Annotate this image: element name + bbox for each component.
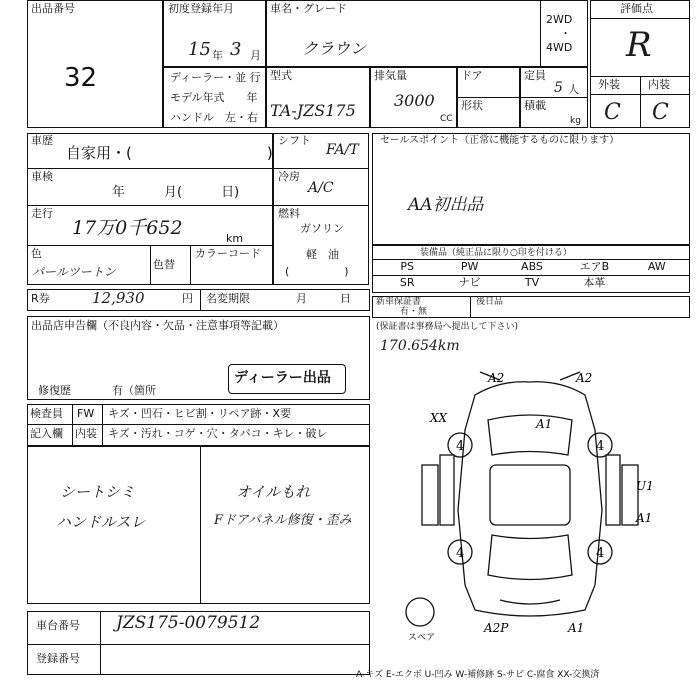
equip-row1-4: AW	[647, 260, 666, 273]
mileage-value: 17万0千652	[72, 217, 183, 239]
equip-row1-1: PW	[460, 260, 479, 273]
cooling-value: A/C	[308, 180, 334, 196]
cooling-label: 冷房	[278, 170, 300, 183]
note-left1: シートシミ	[60, 483, 136, 501]
lot-number: 32	[64, 63, 98, 93]
model-value: TA-JZS175	[270, 101, 356, 120]
warranty-value: 有・無	[400, 307, 428, 317]
note-right2: Fドアパネル修復・歪み	[214, 513, 352, 528]
name-change-label: 名変期限	[206, 292, 250, 305]
inspection-label: 車検	[31, 170, 53, 183]
fuel-diesel: 軽 油	[306, 248, 339, 261]
first-reg-month-unit: 月	[250, 49, 261, 62]
engine-unit: CC	[440, 114, 453, 124]
car-name-value: クラウン	[302, 39, 367, 58]
history-value: 自家用・( )	[66, 144, 273, 162]
first-reg-label: 初度登録年月	[168, 2, 234, 15]
equip-row2-0: SR	[399, 276, 415, 289]
recycle-label: R券	[31, 292, 50, 305]
equip-row2-3: 本革	[583, 276, 606, 289]
sales-value: AA初出品	[408, 195, 484, 215]
engine-label: 排気量	[374, 69, 407, 82]
drive-4wd: 4WD	[546, 41, 573, 54]
recycle-value: 12,930	[92, 289, 145, 307]
fuel-label: 燃料	[278, 207, 300, 220]
car-name-label: 車名・グレード	[270, 2, 347, 15]
fuel-paren: ( )	[285, 265, 349, 278]
repair-value: 有（箇所	[112, 384, 156, 397]
diag-xx: XX	[430, 411, 448, 425]
repair-label: 修復歴	[38, 384, 71, 397]
diag-a1-right: A1	[636, 511, 653, 525]
diag-a1-top: A1	[536, 417, 553, 431]
lot-label: 出品番号	[31, 2, 75, 15]
equip-row1-2: ABS	[521, 260, 543, 273]
door-label: ドア	[461, 69, 483, 82]
legend: A-キズ E-エクボ U-凹み W-補修跡 S-サビ C-腐食 XX-交換済	[356, 670, 600, 680]
diag-a2p: A2P	[484, 621, 509, 635]
checker-label2: 記入欄	[30, 427, 63, 440]
checker-label1: 検査員	[30, 407, 63, 420]
capacity-label: 定員	[524, 69, 546, 82]
score-ext: C	[604, 100, 621, 125]
distance-note: 170.654km	[380, 338, 460, 354]
recycle-unit: 円	[182, 292, 193, 305]
fuel-gas: ガソリン	[300, 222, 344, 235]
name-change-value: 月 日	[296, 292, 351, 305]
chassis-label: 車台番号	[36, 619, 80, 632]
color-label: 色	[31, 247, 42, 260]
note-left2: ハンドルスレ	[56, 513, 146, 531]
color-value: パールツートン	[32, 265, 116, 279]
diag-a2-right: A2	[576, 371, 593, 385]
equip-row1-0: PS	[400, 260, 414, 273]
dealer-line2: モデル年式 年	[170, 91, 258, 104]
mileage-label: 走行	[31, 207, 53, 220]
score-label: 評価点	[620, 2, 653, 15]
diag-u1: U1	[636, 479, 654, 493]
dealer-stamp-text: ディーラー出品	[234, 370, 331, 386]
shape-label: 形状	[461, 99, 483, 112]
shift-value: FA/T	[326, 142, 359, 158]
dealer-line3: ハンドル 左・右	[170, 111, 258, 124]
capacity-value: 5	[554, 80, 563, 96]
equip-row2-2: TV	[524, 276, 540, 289]
score-int-label: 内装	[648, 78, 670, 91]
mileage-unit: km	[226, 232, 244, 245]
diag-a1-bottom: A1	[568, 621, 585, 635]
dealer-line1: ディーラー・並 行	[170, 71, 261, 84]
score-int: C	[652, 100, 669, 125]
color-code-label: カラーコード	[195, 247, 261, 260]
warranty-label2: 後日品	[476, 297, 504, 307]
drive-2wd: 2WD	[546, 13, 573, 26]
sales-box	[372, 133, 690, 245]
diag-spare: スペア	[408, 633, 436, 643]
chassis-value: JZS175-0079512	[116, 613, 261, 633]
history-label: 車歴	[31, 134, 53, 147]
sales-label: セールスポイント（正常に機能するものに限ります）	[380, 135, 620, 146]
load-unit: kg	[570, 116, 581, 126]
diag-tire-rr: 4	[596, 546, 605, 561]
capacity-unit: 人	[568, 83, 579, 96]
checker-fw: FW	[77, 407, 95, 420]
score-value: R	[626, 25, 652, 65]
first-reg-year-unit: 年	[212, 49, 223, 62]
diag-tire-fr: 4	[596, 439, 605, 454]
warranty-note: (保証書は事務局へ提出して下さい)	[376, 322, 519, 332]
score-ext-label: 外装	[598, 78, 620, 91]
diag-tire-rl: 4	[456, 546, 465, 561]
color-repaint: 色替	[153, 258, 175, 271]
shift-label: シフト	[278, 134, 311, 147]
equip-row2-1: ナビ	[458, 276, 481, 289]
inspection-value: 年 月( 日)	[112, 185, 240, 200]
load-label: 積載	[524, 99, 546, 112]
model-label: 型式	[270, 69, 292, 82]
note-right1: オイルもれ	[236, 483, 311, 501]
equip-label: 装備品（純正品に限り○印を付ける）	[420, 248, 572, 258]
diag-a2-left: A2	[488, 371, 505, 385]
checker-int-items: キズ・汚れ・コゲ・穴・タバコ・キレ・破レ	[108, 427, 328, 440]
checker-int: 内装	[75, 427, 97, 440]
first-reg-year: 15	[188, 39, 211, 60]
first-reg-month: 3	[230, 39, 242, 60]
diag-tire-fl: 4	[456, 439, 465, 454]
declare-label: 出品店申告欄（不良内容・欠品・注意事項等記載）	[31, 319, 284, 332]
car-damage-diagram	[380, 360, 690, 650]
drive-sep: ・	[560, 27, 571, 40]
reg-label: 登録番号	[36, 652, 80, 665]
engine-value: 3000	[394, 91, 435, 110]
equip-row1-3: エアB	[579, 260, 610, 273]
checker-fw-items: キズ・凹石・ヒビ割・リペア跡・X要	[108, 407, 292, 420]
warranty-label: 新車保証書	[376, 297, 422, 307]
